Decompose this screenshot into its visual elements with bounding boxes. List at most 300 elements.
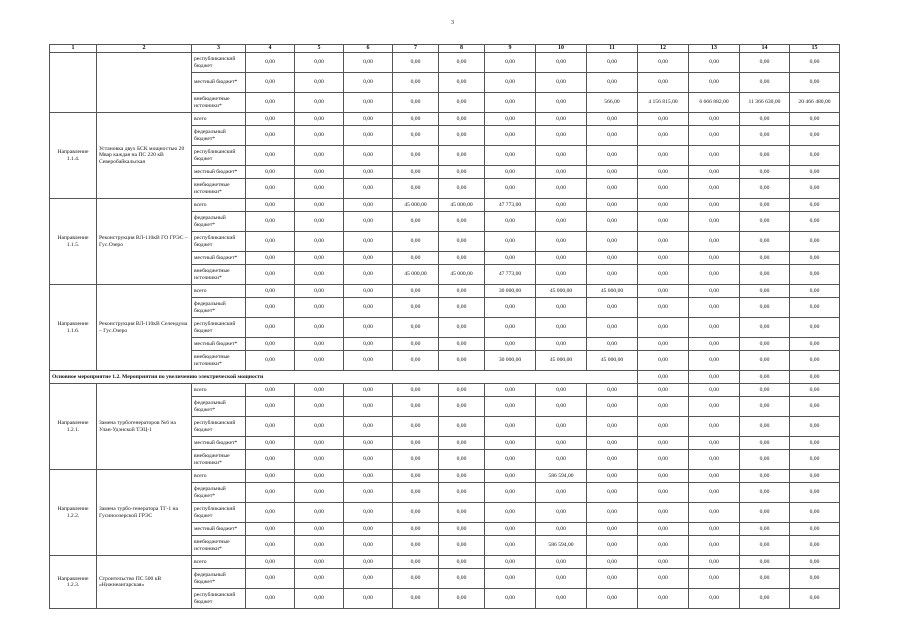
value-cell: 0,00 (689, 298, 740, 318)
value-cell: 0,00 (689, 417, 740, 437)
value-cell: 0,00 (393, 556, 439, 569)
value-cell: 0,00 (638, 417, 689, 437)
value-cell: 0,00 (790, 265, 840, 285)
value-cell: 0,00 (587, 126, 638, 146)
section-row (50, 371, 840, 384)
value-cell: 0,00 (246, 569, 295, 589)
value-cell: 0,00 (485, 470, 536, 483)
value-cell: 0,00 (246, 470, 295, 483)
value-cell: 0,00 (638, 523, 689, 536)
value-cell: 0,00 (587, 179, 638, 199)
value-cell: 0,00 (344, 166, 393, 179)
value-cell: 0,00 (689, 265, 740, 285)
value-cell: 0,00 (344, 53, 393, 73)
value-cell: 0,00 (587, 569, 638, 589)
value-cell: 0,00 (536, 53, 587, 73)
value-cell: 0,00 (790, 437, 840, 450)
value-cell: 0,00 (587, 298, 638, 318)
direction-code: Направление 1.2.2. (50, 470, 97, 556)
value-cell: 0,00 (638, 73, 689, 93)
value-cell: 0,00 (246, 199, 295, 212)
value-cell: 0,00 (344, 199, 393, 212)
value-cell: 0,00 (344, 483, 393, 503)
value-cell: 0,00 (439, 126, 485, 146)
value-cell: 0,00 (638, 384, 689, 397)
value-cell: 0,00 (439, 298, 485, 318)
value-cell: 0,00 (790, 318, 840, 338)
value-cell: 0,00 (344, 450, 393, 470)
value-cell: 0,00 (638, 437, 689, 450)
value-cell: 0,00 (740, 503, 790, 523)
value-cell: 0,00 (689, 470, 740, 483)
col-header: 4 (246, 45, 295, 53)
value-cell: 0,00 (740, 450, 790, 470)
value-cell: 0,00 (246, 232, 295, 252)
value-cell: 0,00 (485, 437, 536, 450)
value-cell: 0,00 (536, 298, 587, 318)
value-cell: 0,00 (536, 338, 587, 351)
value-cell: 47 773,00 (485, 199, 536, 212)
value-cell: 0,00 (246, 252, 295, 265)
value-cell: 0,00 (536, 503, 587, 523)
value-cell: 0,00 (790, 338, 840, 351)
value-cell: 0,00 (393, 146, 439, 166)
value-cell: 0,00 (246, 384, 295, 397)
value-cell: 0,00 (295, 384, 344, 397)
value-cell: 0,00 (295, 252, 344, 265)
value-cell: 586 594,00 (536, 536, 587, 556)
col-header: 5 (295, 45, 344, 53)
value-cell: 0,00 (246, 450, 295, 470)
value-cell: 0,00 (344, 417, 393, 437)
value-cell: 0,00 (536, 450, 587, 470)
value-cell: 0,00 (790, 146, 840, 166)
value-cell: 0,00 (689, 397, 740, 417)
value-cell: 0,00 (536, 556, 587, 569)
funding-source-label: внебюджетные источники* (192, 179, 246, 199)
funding-source-label: всего (192, 285, 246, 298)
value-cell: 0,00 (295, 450, 344, 470)
value-cell: 0,00 (740, 536, 790, 556)
value-cell: 0,00 (536, 384, 587, 397)
value-cell: 0,00 (638, 126, 689, 146)
value-cell: 0,00 (587, 252, 638, 265)
value-cell: 0,00 (740, 483, 790, 503)
value-cell: 0,00 (587, 483, 638, 503)
value-cell: 0,00 (344, 569, 393, 589)
value-cell: 0,00 (295, 298, 344, 318)
funding-source-label: республиканский бюджет (192, 232, 246, 252)
value-cell: 0,00 (485, 232, 536, 252)
value-cell: 0,00 (344, 126, 393, 146)
header-row (50, 45, 840, 53)
value-cell: 0,00 (638, 483, 689, 503)
value-cell: 0,00 (485, 417, 536, 437)
value-cell: 0,00 (393, 126, 439, 146)
value-cell: 0,00 (790, 397, 840, 417)
value-cell: 0,00 (638, 371, 689, 384)
value-cell: 0,00 (638, 536, 689, 556)
value-cell: 0,00 (689, 285, 740, 298)
value-cell: 0,00 (344, 470, 393, 483)
value-cell: 0,00 (295, 166, 344, 179)
value-cell: 0,00 (485, 318, 536, 338)
value-cell: 0,00 (295, 351, 344, 371)
value-cell: 0,00 (344, 285, 393, 298)
col-header: 7 (393, 45, 439, 53)
value-cell: 0,00 (536, 589, 587, 609)
value-cell: 0,00 (587, 212, 638, 232)
value-cell: 0,00 (740, 417, 790, 437)
value-cell: 0,00 (295, 569, 344, 589)
value-cell: 0,00 (638, 397, 689, 417)
value-cell: 0,00 (295, 338, 344, 351)
table-row (50, 384, 840, 397)
value-cell: 0,00 (790, 73, 840, 93)
value-cell: 0,00 (393, 351, 439, 371)
value-cell: 0,00 (536, 318, 587, 338)
value-cell: 0,00 (344, 384, 393, 397)
value-cell: 0,00 (485, 338, 536, 351)
value-cell: 0,00 (790, 212, 840, 232)
value-cell: 0,00 (393, 503, 439, 523)
value-cell: 0,00 (485, 53, 536, 73)
value-cell: 0,00 (536, 417, 587, 437)
funding-source-label: республиканский бюджет (192, 146, 246, 166)
funding-source-label: внебюджетные источники* (192, 351, 246, 371)
value-cell: 0,00 (485, 450, 536, 470)
col-header: 2 (97, 45, 192, 53)
value-cell: 0,00 (638, 318, 689, 338)
value-cell: 0,00 (587, 166, 638, 179)
value-cell: 0,00 (439, 503, 485, 523)
direction-name: Замена турбо-генератора ТГ-1 на Гусиноозерской ГРЭС (97, 470, 192, 556)
value-cell: 0,00 (246, 318, 295, 338)
value-cell: 0,00 (246, 397, 295, 417)
value-cell: 0,00 (587, 417, 638, 437)
value-cell: 0,00 (295, 397, 344, 417)
value-cell: 0,00 (393, 483, 439, 503)
value-cell: 0,00 (638, 199, 689, 212)
direction-name-cell (97, 53, 192, 113)
value-cell: 0,00 (689, 318, 740, 338)
value-cell: 30 000,00 (485, 285, 536, 298)
value-cell: 0,00 (536, 199, 587, 212)
value-cell: 0,00 (344, 265, 393, 285)
value-cell: 0,00 (587, 53, 638, 73)
value-cell: 0,00 (439, 252, 485, 265)
value-cell: 0,00 (740, 146, 790, 166)
funding-source-label: федеральный бюджет* (192, 212, 246, 232)
value-cell: 0,00 (393, 470, 439, 483)
value-cell: 0,00 (246, 417, 295, 437)
table-row (50, 53, 840, 73)
value-cell: 0,00 (485, 93, 536, 113)
value-cell: 0,00 (485, 503, 536, 523)
value-cell: 0,00 (689, 338, 740, 351)
value-cell: 0,00 (638, 450, 689, 470)
value-cell: 0,00 (439, 417, 485, 437)
value-cell: 0,00 (246, 126, 295, 146)
value-cell: 0,00 (295, 536, 344, 556)
value-cell: 0,00 (536, 483, 587, 503)
value-cell: 0,00 (344, 397, 393, 417)
value-cell: 0,00 (393, 232, 439, 252)
value-cell: 0,00 (790, 556, 840, 569)
value-cell: 0,00 (439, 450, 485, 470)
value-cell: 0,00 (295, 417, 344, 437)
value-cell: 0,00 (689, 166, 740, 179)
value-cell: 0,00 (790, 53, 840, 73)
direction-name: Строительство ПС 500 кВ «Нижнеангарская» (97, 556, 192, 609)
value-cell: 0,00 (344, 113, 393, 126)
value-cell: 0,00 (790, 113, 840, 126)
value-cell: 0,00 (638, 113, 689, 126)
value-cell: 0,00 (344, 556, 393, 569)
col-header: 12 (638, 45, 689, 53)
value-cell: 0,00 (587, 265, 638, 285)
value-cell: 0,00 (246, 73, 295, 93)
value-cell: 0,00 (439, 73, 485, 93)
value-cell: 0,00 (439, 338, 485, 351)
value-cell: 45 000,00 (536, 351, 587, 371)
value-cell: 0,00 (740, 338, 790, 351)
value-cell: 0,00 (393, 338, 439, 351)
value-cell: 0,00 (689, 503, 740, 523)
value-cell: 0,00 (295, 503, 344, 523)
value-cell: 0,00 (740, 73, 790, 93)
value-cell: 0,00 (790, 252, 840, 265)
value-cell: 0,00 (393, 113, 439, 126)
direction-name: Реконструкция ВЛ-110кВ Селендума – Гус.Озеро (97, 285, 192, 371)
value-cell: 0,00 (536, 179, 587, 199)
value-cell: 0,00 (740, 199, 790, 212)
value-cell: 0,00 (439, 179, 485, 199)
value-cell: 0,00 (485, 73, 536, 93)
value-cell: 0,00 (689, 252, 740, 265)
value-cell: 0,00 (393, 179, 439, 199)
value-cell: 0,00 (740, 384, 790, 397)
value-cell: 0,00 (439, 285, 485, 298)
direction-name: Установка двух БСК мощностью 20 Мвар каждая на ПС 220 кВ Северобайкальская (97, 113, 192, 199)
value-cell: 0,00 (246, 285, 295, 298)
value-cell: 0,00 (587, 338, 638, 351)
value-cell: 0,00 (689, 53, 740, 73)
value-cell: 0,00 (536, 265, 587, 285)
value-cell: 586 594,00 (536, 470, 587, 483)
direction-code: Направление 1.1.4. (50, 113, 97, 199)
value-cell: 0,00 (246, 179, 295, 199)
value-cell: 0,00 (246, 338, 295, 351)
value-cell: 0,00 (344, 146, 393, 166)
value-cell: 0,00 (485, 523, 536, 536)
value-cell: 0,00 (740, 179, 790, 199)
value-cell: 0,00 (295, 265, 344, 285)
value-cell: 45 000,00 (587, 351, 638, 371)
value-cell: 0,00 (740, 232, 790, 252)
value-cell: 0,00 (638, 179, 689, 199)
value-cell: 0,00 (393, 298, 439, 318)
value-cell: 0,00 (689, 569, 740, 589)
value-cell: 0,00 (393, 384, 439, 397)
value-cell: 0,00 (246, 483, 295, 503)
value-cell: 0,00 (439, 589, 485, 609)
value-cell: 0,00 (790, 232, 840, 252)
value-cell: 0,00 (536, 113, 587, 126)
value-cell: 0,00 (393, 536, 439, 556)
value-cell: 0,00 (790, 523, 840, 536)
value-cell: 0,00 (790, 503, 840, 523)
value-cell: 0,00 (587, 113, 638, 126)
value-cell: 0,00 (393, 450, 439, 470)
funding-source-label: местный бюджет* (192, 437, 246, 450)
value-cell: 0,00 (439, 93, 485, 113)
value-cell: 0,00 (393, 569, 439, 589)
value-cell: 0,00 (536, 93, 587, 113)
value-cell: 20 466 480,00 (790, 93, 840, 113)
funding-source-label: местный бюджет* (192, 73, 246, 93)
value-cell: 0,00 (790, 384, 840, 397)
value-cell: 0,00 (393, 252, 439, 265)
value-cell: 0,00 (638, 252, 689, 265)
value-cell: 0,00 (295, 199, 344, 212)
value-cell: 0,00 (587, 384, 638, 397)
value-cell: 0,00 (246, 146, 295, 166)
value-cell: 0,00 (587, 450, 638, 470)
table-body (50, 53, 840, 609)
value-cell: 0,00 (295, 589, 344, 609)
value-cell: 0,00 (740, 252, 790, 265)
value-cell: 0,00 (689, 523, 740, 536)
value-cell: 0,00 (689, 179, 740, 199)
funding-source-label: внебюджетные источники* (192, 265, 246, 285)
value-cell: 0,00 (439, 397, 485, 417)
value-cell: 566,00 (587, 93, 638, 113)
value-cell: 0,00 (689, 73, 740, 93)
value-cell: 0,00 (536, 523, 587, 536)
funding-source-label: местный бюджет* (192, 523, 246, 536)
direction-code: Направление 1.1.5. (50, 199, 97, 285)
value-cell: 0,00 (638, 503, 689, 523)
value-cell: 0,00 (485, 113, 536, 126)
col-header: 11 (587, 45, 638, 53)
value-cell: 30 000,00 (485, 351, 536, 371)
value-cell: 0,00 (439, 536, 485, 556)
value-cell: 0,00 (246, 93, 295, 113)
value-cell: 0,00 (439, 483, 485, 503)
table-row (50, 556, 840, 569)
value-cell: 0,00 (536, 126, 587, 146)
value-cell: 0,00 (689, 199, 740, 212)
col-header: 1 (50, 45, 97, 53)
value-cell: 0,00 (344, 179, 393, 199)
value-cell: 0,00 (295, 93, 344, 113)
value-cell: 0,00 (344, 298, 393, 318)
direction-code-cell (50, 53, 97, 113)
table-row (50, 113, 840, 126)
value-cell: 0,00 (246, 298, 295, 318)
value-cell: 0,00 (638, 285, 689, 298)
value-cell: 0,00 (587, 437, 638, 450)
value-cell: 0,00 (393, 212, 439, 232)
value-cell: 0,00 (246, 53, 295, 73)
value-cell: 0,00 (295, 285, 344, 298)
value-cell: 0,00 (587, 470, 638, 483)
value-cell: 0,00 (689, 126, 740, 146)
value-cell: 0,00 (344, 523, 393, 536)
value-cell: 0,00 (344, 93, 393, 113)
value-cell: 0,00 (638, 232, 689, 252)
value-cell: 0,00 (295, 53, 344, 73)
value-cell: 0,00 (439, 351, 485, 371)
value-cell: 0,00 (485, 252, 536, 265)
value-cell: 0,00 (740, 397, 790, 417)
value-cell: 0,00 (393, 589, 439, 609)
funding-source-label: местный бюджет* (192, 166, 246, 179)
funding-source-label: республиканский бюджет (192, 503, 246, 523)
value-cell: 0,00 (740, 285, 790, 298)
value-cell: 0,00 (344, 351, 393, 371)
value-cell: 45 000,00 (536, 285, 587, 298)
value-cell: 0,00 (295, 523, 344, 536)
value-cell: 0,00 (295, 73, 344, 93)
value-cell: 0,00 (587, 523, 638, 536)
funding-source-label: всего (192, 113, 246, 126)
value-cell: 0,00 (790, 536, 840, 556)
value-cell: 0,00 (740, 569, 790, 589)
value-cell: 0,00 (587, 397, 638, 417)
value-cell: 0,00 (740, 265, 790, 285)
value-cell: 0,00 (295, 113, 344, 126)
value-cell: 0,00 (689, 483, 740, 503)
value-cell: 0,00 (790, 569, 840, 589)
value-cell: 0,00 (439, 556, 485, 569)
value-cell: 0,00 (638, 556, 689, 569)
funding-source-label: федеральный бюджет* (192, 126, 246, 146)
value-cell: 0,00 (393, 417, 439, 437)
section-title: Основное мероприятие 1.2. Мероприятия по увеличению электрической мощности (50, 371, 638, 384)
value-cell: 0,00 (689, 384, 740, 397)
value-cell: 0,00 (689, 232, 740, 252)
value-cell: 0,00 (246, 589, 295, 609)
value-cell: 0,00 (638, 265, 689, 285)
value-cell: 0,00 (740, 589, 790, 609)
value-cell: 4 156 815,00 (638, 93, 689, 113)
value-cell: 0,00 (344, 437, 393, 450)
value-cell: 0,00 (344, 503, 393, 523)
value-cell: 0,00 (246, 503, 295, 523)
funding-source-label: федеральный бюджет* (192, 397, 246, 417)
funding-source-label: всего (192, 556, 246, 569)
value-cell: 0,00 (246, 523, 295, 536)
value-cell: 0,00 (295, 483, 344, 503)
value-cell: 0,00 (587, 556, 638, 569)
col-header: 6 (344, 45, 393, 53)
value-cell: 0,00 (790, 417, 840, 437)
value-cell: 0,00 (295, 556, 344, 569)
value-cell: 0,00 (393, 318, 439, 338)
value-cell: 0,00 (638, 589, 689, 609)
value-cell: 0,00 (536, 569, 587, 589)
value-cell: 47 773,00 (485, 265, 536, 285)
value-cell: 0,00 (295, 470, 344, 483)
value-cell: 0,00 (536, 252, 587, 265)
value-cell: 0,00 (393, 437, 439, 450)
value-cell: 0,00 (689, 589, 740, 609)
value-cell: 0,00 (638, 470, 689, 483)
value-cell: 0,00 (689, 450, 740, 470)
value-cell: 0,00 (740, 470, 790, 483)
